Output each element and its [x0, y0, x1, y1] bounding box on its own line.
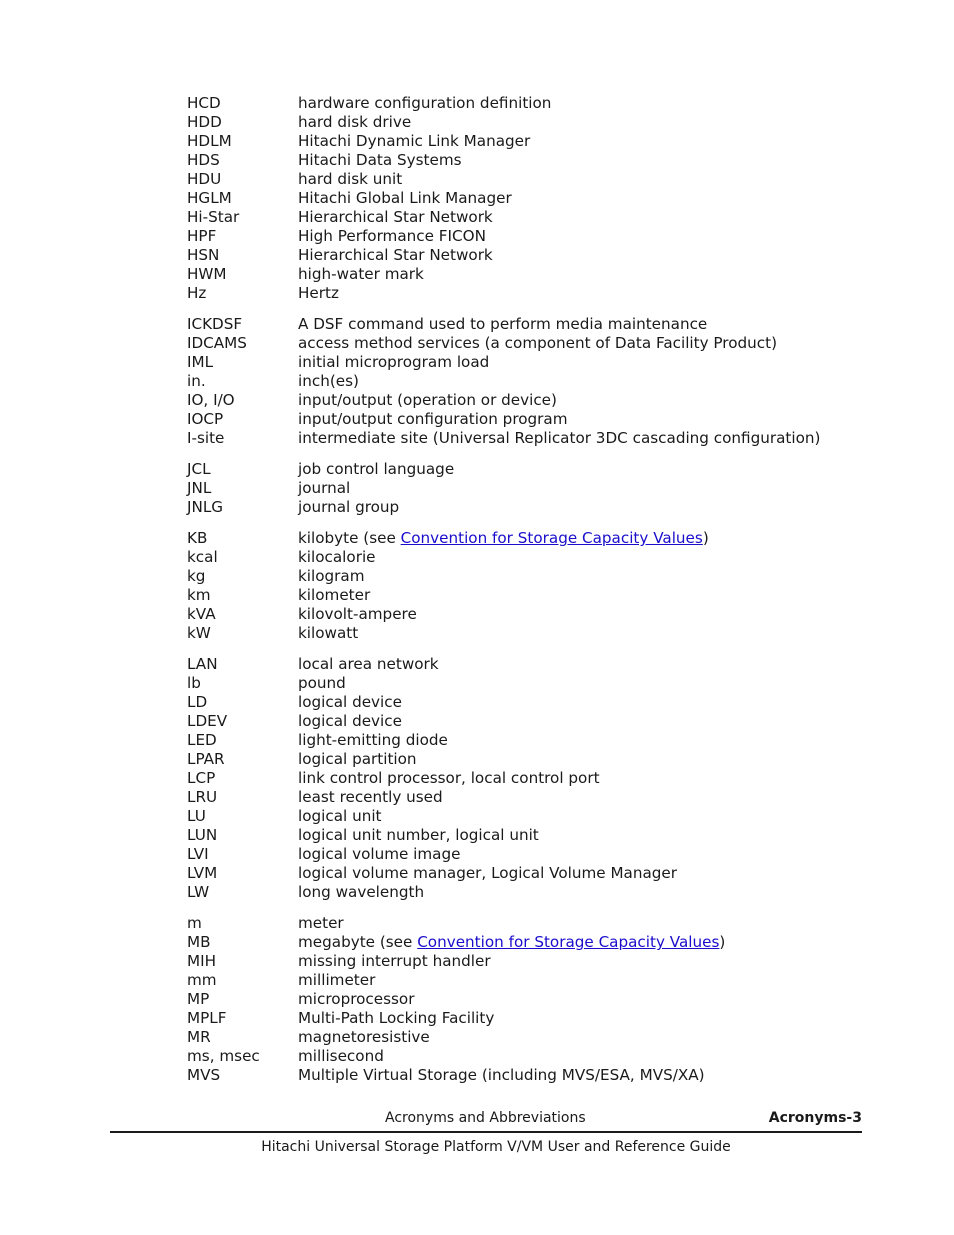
acronym-term: HDLM [187, 132, 232, 150]
acronym-term: in. [187, 372, 206, 390]
acronym-row [187, 883, 887, 902]
acronym-row [187, 1009, 887, 1028]
acronym-definition: microprocessor [298, 990, 415, 1008]
acronym-row [187, 1028, 887, 1047]
acronym-definition: kilovolt-ampere [298, 605, 417, 623]
acronym-definition: logical device [298, 712, 402, 730]
acronym-definition: Hitachi Global Link Manager [298, 189, 512, 207]
acronym-row [187, 1066, 887, 1085]
acronym-term: MP [187, 990, 210, 1008]
acronym-term: Hi-Star [187, 208, 240, 226]
acronym-row [187, 731, 887, 750]
acronym-definition: hard disk drive [298, 113, 412, 131]
acronym-term: LDEV [187, 712, 228, 730]
acronym-row [187, 826, 887, 845]
acronym-definition: kilogram [298, 567, 365, 585]
acronym-row [187, 410, 887, 429]
acronym-definition: logical partition [298, 750, 417, 768]
acronym-term: HDS [187, 151, 220, 169]
acronym-row [187, 372, 887, 391]
acronym-row [187, 952, 887, 971]
acronym-definition: input/output (operation or device) [298, 391, 557, 409]
acronym-row [187, 990, 887, 1009]
acronym-row [187, 914, 887, 933]
acronym-row [187, 151, 887, 170]
acronym-row [187, 246, 887, 265]
acronym-row [187, 605, 887, 624]
acronym-term: km [187, 586, 211, 604]
acronym-definition: Hierarchical Star Network [298, 246, 493, 264]
acronym-row [187, 315, 887, 334]
acronym-term: LAN [187, 655, 218, 673]
acronym-definition: Hertz [298, 284, 339, 302]
acronym-term: HDU [187, 170, 222, 188]
footer-guide-title: Hitachi Universal Storage Platform V/VM User and Reference Guide [261, 1139, 731, 1155]
acronym-term: MIH [187, 952, 217, 970]
acronym-term: kW [187, 624, 211, 642]
acronym-term: HPF [187, 227, 217, 245]
acronym-row [187, 227, 887, 246]
footer-section-title: Acronyms and Abbreviations [385, 1110, 586, 1126]
acronym-row [187, 498, 887, 517]
acronym-term: JCL [187, 460, 211, 478]
acronym-group-j [187, 460, 887, 517]
acronym-definition: logical unit number, logical unit [298, 826, 539, 844]
acronym-term: MPLF [187, 1009, 227, 1027]
acronym-row [187, 429, 887, 448]
acronym-row [187, 750, 887, 769]
acronym-row [187, 265, 887, 284]
acronym-definition [298, 529, 887, 548]
acronym-term: KB [187, 529, 208, 547]
acronym-row [187, 460, 887, 479]
acronym-group-k [187, 529, 887, 643]
acronym-definition: Multi-Path Locking Facility [298, 1009, 495, 1027]
acronym-definition: Hierarchical Star Network [298, 208, 493, 226]
acronym-row [187, 971, 887, 990]
acronym-row [187, 94, 887, 113]
acronym-group-m [187, 914, 887, 1085]
acronym-definition: magnetoresistive [298, 1028, 430, 1046]
acronym-row [187, 674, 887, 693]
acronym-row [187, 567, 887, 586]
acronym-term: ICKDSF [187, 315, 243, 333]
acronym-definition: least recently used [298, 788, 443, 806]
acronym-row [187, 845, 887, 864]
acronym-row [187, 529, 887, 548]
acronym-list [187, 94, 887, 1097]
acronym-row [187, 769, 887, 788]
acronym-row [187, 208, 887, 227]
acronym-group-i [187, 315, 887, 448]
acronym-term: kcal [187, 548, 218, 566]
acronym-definition: meter [298, 914, 344, 932]
acronym-definition [298, 933, 887, 952]
acronym-term: HDD [187, 113, 222, 131]
acronym-row [187, 586, 887, 605]
acronym-term: LUN [187, 826, 218, 844]
acronym-term: ms, msec [187, 1047, 260, 1065]
acronym-row [187, 353, 887, 372]
acronym-definition: hard disk unit [298, 170, 403, 188]
acronym-term: LW [187, 883, 210, 901]
acronym-term: IOCP [187, 410, 224, 428]
acronym-term: LPAR [187, 750, 225, 768]
acronym-term: LD [187, 693, 208, 711]
acronym-term: IDCAMS [187, 334, 247, 352]
acronym-term: HSN [187, 246, 220, 264]
acronym-group-l [187, 655, 887, 902]
acronym-row [187, 479, 887, 498]
acronym-term: LED [187, 731, 217, 749]
definition-text: ) [719, 933, 726, 951]
acronym-definition: job control language [298, 460, 455, 478]
acronym-definition: intermediate site (Universal Replicator 3DC cascading configuration) [298, 429, 821, 447]
acronym-term: LVM [187, 864, 218, 882]
acronym-row [187, 132, 887, 151]
acronym-definition: light-emitting diode [298, 731, 448, 749]
acronym-term: MB [187, 933, 211, 951]
acronym-row [187, 624, 887, 643]
acronym-definition: millisecond [298, 1047, 384, 1065]
definition-text: megabyte (see [298, 933, 418, 951]
acronym-definition: kilowatt [298, 624, 359, 642]
acronym-row [187, 693, 887, 712]
acronym-definition: High Performance FICON [298, 227, 486, 245]
acronym-term: MVS [187, 1066, 221, 1084]
acronym-definition: millimeter [298, 971, 376, 989]
acronym-term: LCP [187, 769, 216, 787]
acronym-term: LRU [187, 788, 218, 806]
acronym-row [187, 933, 887, 952]
acronym-term: JNLG [187, 498, 224, 516]
acronym-term: HWM [187, 265, 227, 283]
footer-page-number: Acronyms-3 [768, 1110, 862, 1126]
acronym-term: LU [187, 807, 206, 825]
acronym-row [187, 655, 887, 674]
acronym-row [187, 788, 887, 807]
acronym-definition: access method services (a component of Data Facility Product) [298, 334, 778, 352]
acronym-definition: A DSF command used to perform media maintenance [298, 315, 708, 333]
acronym-term: JNL [187, 479, 212, 497]
acronym-term: IO, I/O [187, 391, 235, 409]
acronym-row [187, 548, 887, 567]
acronym-term: LVI [187, 845, 209, 863]
acronym-definition: Hitachi Dynamic Link Manager [298, 132, 531, 150]
acronym-term: kg [187, 567, 206, 585]
acronym-row [187, 807, 887, 826]
acronym-definition: high-water mark [298, 265, 424, 283]
definition-text: kilobyte (see [298, 529, 401, 547]
acronym-definition: journal [298, 479, 351, 497]
acronym-row [187, 113, 887, 132]
acronym-row [187, 391, 887, 410]
storage-capacity-link[interactable]: Convention for Storage Capacity Values [417, 933, 720, 951]
acronym-definition: Multiple Virtual Storage (including MVS/ESA, MVS/XA) [298, 1066, 705, 1084]
acronym-row [187, 864, 887, 883]
acronym-definition: long wavelength [298, 883, 425, 901]
acronym-term: m [187, 914, 202, 932]
page-footer [110, 1109, 862, 1127]
acronym-row [187, 170, 887, 189]
acronym-definition: logical volume image [298, 845, 461, 863]
acronym-definition: link control processor, local control port [298, 769, 600, 787]
acronym-row [187, 189, 887, 208]
acronym-term: HGLM [187, 189, 232, 207]
acronym-definition: missing interrupt handler [298, 952, 491, 970]
acronym-row [187, 1047, 887, 1066]
acronym-definition: logical volume manager, Logical Volume Manager [298, 864, 678, 882]
acronym-definition: kilocalorie [298, 548, 376, 566]
acronym-term: mm [187, 971, 217, 989]
storage-capacity-link[interactable]: Convention for Storage Capacity Values [400, 529, 703, 547]
acronym-definition: local area network [298, 655, 439, 673]
acronym-term: HCD [187, 94, 221, 112]
footer-divider [110, 1131, 862, 1133]
acronym-definition: Hitachi Data Systems [298, 151, 462, 169]
acronym-row [187, 284, 887, 303]
acronym-definition: pound [298, 674, 346, 692]
acronym-term: lb [187, 674, 201, 692]
acronym-term: I-site [187, 429, 225, 447]
acronym-row [187, 334, 887, 353]
definition-text: ) [702, 529, 709, 547]
acronym-group-h [187, 94, 887, 303]
acronym-term: kVA [187, 605, 216, 623]
acronym-term: IML [187, 353, 214, 371]
acronym-definition: logical unit [298, 807, 382, 825]
acronym-definition: journal group [298, 498, 400, 516]
acronym-definition: inch(es) [298, 372, 359, 390]
acronym-definition: kilometer [298, 586, 371, 604]
acronym-definition: hardware configuration definition [298, 94, 552, 112]
acronym-definition: logical device [298, 693, 402, 711]
acronym-row [187, 712, 887, 731]
acronym-definition: input/output configuration program [298, 410, 568, 428]
acronym-term: MR [187, 1028, 211, 1046]
acronym-definition: initial microprogram load [298, 353, 490, 371]
acronym-term: Hz [187, 284, 207, 302]
